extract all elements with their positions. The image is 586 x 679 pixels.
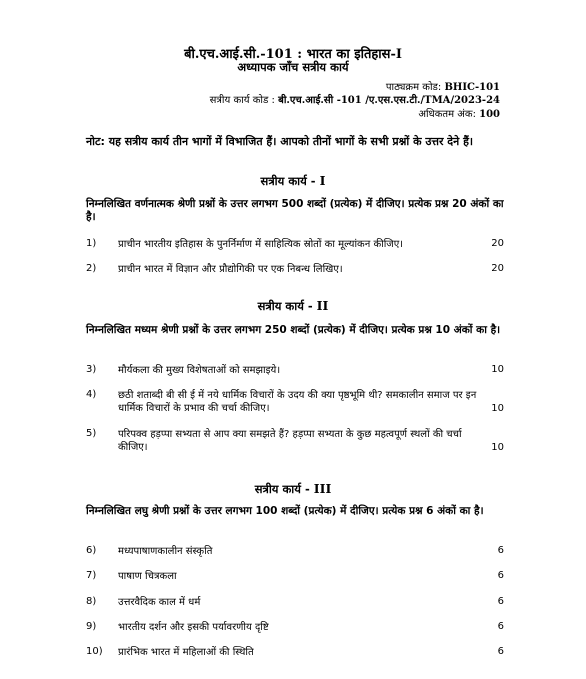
section-heading-2: सत्रीय कार्य - II	[257, 298, 329, 313]
question-marks: 6	[497, 621, 504, 632]
question-number: 8)	[86, 596, 97, 607]
question-number: 5)	[86, 428, 97, 439]
question-marks: 10	[491, 442, 504, 453]
question-text: मौर्यकला की मुख्य विशेषताओं को समझाइये।	[118, 365, 281, 376]
question-text: प्रारंभिक भारत में महिलाओं की स्थिति	[118, 647, 254, 658]
course-code-label: पाठ्यक्रम कोड:	[385, 82, 442, 93]
question-number: 4)	[86, 389, 97, 400]
question-text: पाषाण चित्रकला	[118, 571, 177, 582]
question-text: प्राचीन भारतीय इतिहास के पुनर्निर्माण में साहित्यिक स्रोतों का मूल्यांकन कीजिए।	[118, 239, 404, 250]
section-heading-1: सत्रीय कार्य - I	[260, 173, 326, 188]
question-number: 2)	[86, 263, 97, 274]
question-marks: 6	[497, 570, 504, 581]
question-number: 9)	[86, 621, 97, 632]
course-code-line	[386, 79, 500, 93]
section-instruction-2: निम्नलिखित मध्यम श्रेणी प्रश्नों के उत्तर लगभग 250 शब्दों (प्रत्येक) में दीजिए। प्रत्येक प्रश्न 10 अंकों का है।	[86, 324, 501, 336]
question-number: 6)	[86, 545, 97, 556]
question-text: छठी शताब्दी बी सी ई में नये धार्मिक विचारों के उदय की क्या पृष्ठभूमि थी? समकालीन समाज पर इन धार्मिक विचारों के प्रभाव की चर्चा कीजिए।	[118, 390, 477, 414]
document-title: बी.एच.आई.सी.-101 : भारत का इतिहास-I	[184, 47, 402, 62]
question-text: प्राचीन भारत में विज्ञान और प्रौद्योगिकी पर एक निबन्ध लिखिए।	[118, 264, 343, 275]
question-number: 3)	[86, 364, 97, 375]
question-marks: 10	[491, 403, 504, 414]
question-number: 7)	[86, 570, 97, 581]
question-number: 1)	[86, 238, 97, 249]
question-marks: 10	[491, 364, 504, 375]
question-text: भारतीय दर्शन और इसकी पर्यावरणीय दृष्टि	[118, 622, 269, 633]
section-instruction-3: निम्नलिखित लघु श्रेणी प्रश्नों के उत्तर लगभग 100 शब्दों (प्रत्येक) में दीजिए। प्रत्येक प्रश्न 6 अंकों का है।	[86, 505, 484, 517]
max-marks-line	[418, 106, 500, 120]
assignment-code: बी.एच.आई.सी -101 /ए.एस.एस.टी./TMA/2023-24	[278, 95, 500, 106]
section-heading-3: सत्रीय कार्य - III	[254, 481, 332, 496]
question-text: मध्यपाषाणकालीन संस्कृति	[118, 546, 213, 557]
document-subtitle: अध्यापक जाँच सत्रीय कार्य	[237, 60, 349, 74]
max-marks: 100	[479, 109, 500, 120]
question-text: उत्तरवैदिक काल में धर्म	[118, 597, 201, 608]
question-marks: 20	[491, 238, 504, 249]
assignment-code-line	[210, 92, 500, 106]
question-number: 10)	[86, 646, 103, 657]
question-marks: 20	[491, 263, 504, 274]
course-code: BHIC-101	[444, 82, 500, 93]
question-marks: 6	[497, 646, 504, 657]
assignment-code-label: सत्रीय कार्य कोड :	[209, 95, 275, 106]
question-text: परिपक्व हड़प्पा सभ्यता से आप क्या समझते हैं? हड़प्पा सभ्यता के कुछ महत्वपूर्ण स्थलों की चर्चा कीजिए।	[118, 429, 462, 453]
max-marks-label: अधिकतम अंक:	[418, 109, 476, 120]
question-marks: 6	[497, 545, 504, 556]
section-instruction-1: निम्नलिखित वर्णनात्मक श्रेणी प्रश्नों के उत्तर लगभग 500 शब्दों (प्रत्येक) में दीजिए। प्रत्येक प्रश्न 20 अंकों का है।	[86, 198, 504, 223]
question-marks: 6	[497, 596, 504, 607]
note: नोट: यह सत्रीय कार्य तीन भागों में विभाजित हैं। आपको तीनों भागों के सभी प्रश्नों के उत्तर देने हैं।	[86, 135, 474, 148]
